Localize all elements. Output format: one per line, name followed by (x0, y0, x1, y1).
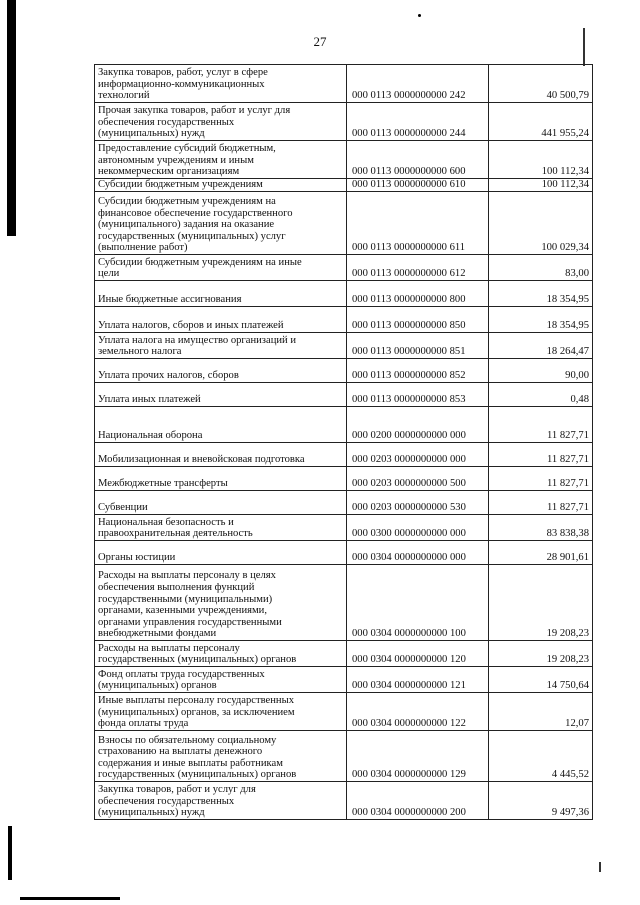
row-name-cell: Закупка товаров, работ и услуг для обеспечения государственных (муниципальных) нужд (95, 782, 347, 820)
row-sum-cell: 83 838,38 (489, 515, 593, 541)
row-name-cell: Уплата иных платежей (95, 383, 347, 407)
row-code-cell: 000 0203 0000000000 530 (347, 491, 489, 515)
row-name-cell: Закупка товаров, работ, услуг в сфере информационно-коммуникационных технологий (95, 65, 347, 103)
budget-table-body (95, 65, 593, 820)
table-row (95, 179, 593, 192)
row-name-cell: Взносы по обязательному социальному страхованию на выплаты денежного содержания и иные выплаты работникам государственных (муниципальных) органов (95, 731, 347, 782)
row-code-cell: 000 0304 0000000000 121 (347, 667, 489, 693)
row-sum-cell: 100 112,34 (489, 141, 593, 179)
row-code-cell: 000 0113 0000000000 242 (347, 65, 489, 103)
table-row (95, 667, 593, 693)
row-sum-cell: 11 827,71 (489, 443, 593, 467)
row-sum-cell: 28 901,61 (489, 541, 593, 565)
row-sum-cell: 100 112,34 (489, 179, 593, 192)
row-name-cell: Субсидии бюджетным учреждениям на иные цели (95, 255, 347, 281)
row-code-cell: 000 0300 0000000000 000 (347, 515, 489, 541)
row-code-cell: 000 0113 0000000000 851 (347, 333, 489, 359)
row-name-cell: Субсидии бюджетным учреждениям на финансовое обеспечение государственного (муниципального) задания на оказание государственных (муниципальных) услуг (выполнение работ) (95, 192, 347, 255)
table-row (95, 693, 593, 731)
table-row (95, 491, 593, 515)
table-row (95, 65, 593, 103)
table-row (95, 359, 593, 383)
row-sum-cell: 19 208,23 (489, 641, 593, 667)
table-row (95, 782, 593, 820)
row-sum-cell: 4 445,52 (489, 731, 593, 782)
row-sum-cell: 9 497,36 (489, 782, 593, 820)
row-name-cell: Мобилизационная и вневойсковая подготовка (95, 443, 347, 467)
row-code-cell: 000 0304 0000000000 129 (347, 731, 489, 782)
row-name-cell: Расходы на выплаты персоналу в целях обеспечения выполнения функций государственными (муниципальными) органами, казенными учреждениями, органами управления государственными внебюджетными фондами (95, 565, 347, 641)
row-sum-cell: 14 750,64 (489, 667, 593, 693)
row-name-cell: Фонд оплаты труда государственных (муниципальных) органов (95, 667, 347, 693)
row-sum-cell: 18 354,95 (489, 307, 593, 333)
row-code-cell: 000 0113 0000000000 853 (347, 383, 489, 407)
row-code-cell: 000 0113 0000000000 600 (347, 141, 489, 179)
row-name-cell: Субсидии бюджетным учреждениям (95, 179, 347, 192)
table-row (95, 731, 593, 782)
row-name-cell: Органы юстиции (95, 541, 347, 565)
row-sum-cell: 11 827,71 (489, 467, 593, 491)
scan-edge-mark (599, 862, 601, 872)
row-code-cell: 000 0113 0000000000 612 (347, 255, 489, 281)
row-sum-cell: 11 827,71 (489, 407, 593, 443)
row-sum-cell: 18 264,47 (489, 333, 593, 359)
table-row (95, 565, 593, 641)
scan-dust-dot (418, 14, 421, 17)
table-row (95, 103, 593, 141)
row-code-cell: 000 0203 0000000000 500 (347, 467, 489, 491)
row-sum-cell: 19 208,23 (489, 565, 593, 641)
row-name-cell: Иные выплаты персоналу государственных (муниципальных) органов, за исключением фонда оплаты труда (95, 693, 347, 731)
row-sum-cell: 90,00 (489, 359, 593, 383)
table-row (95, 281, 593, 307)
budget-table (94, 64, 593, 820)
table-row (95, 641, 593, 667)
row-name-cell: Расходы на выплаты персоналу государственных (муниципальных) органов (95, 641, 347, 667)
row-name-cell: Национальная безопасность и правоохранительная деятельность (95, 515, 347, 541)
row-sum-cell: 0,48 (489, 383, 593, 407)
row-code-cell: 000 0304 0000000000 100 (347, 565, 489, 641)
row-sum-cell: 12,07 (489, 693, 593, 731)
row-name-cell: Предоставление субсидий бюджетным, автономным учреждениям и иным некоммерческим организациям (95, 141, 347, 179)
row-code-cell: 000 0113 0000000000 852 (347, 359, 489, 383)
row-sum-cell: 83,00 (489, 255, 593, 281)
table-row (95, 255, 593, 281)
row-code-cell: 000 0304 0000000000 000 (347, 541, 489, 565)
table-row (95, 333, 593, 359)
table-row (95, 515, 593, 541)
row-name-cell: Уплата налогов, сборов и иных платежей (95, 307, 347, 333)
row-code-cell: 000 0113 0000000000 611 (347, 192, 489, 255)
row-sum-cell: 40 500,79 (489, 65, 593, 103)
row-name-cell: Уплата прочих налогов, сборов (95, 359, 347, 383)
table-row (95, 443, 593, 467)
scan-edge-mark (8, 826, 12, 880)
row-code-cell: 000 0113 0000000000 850 (347, 307, 489, 333)
row-name-cell: Национальная оборона (95, 407, 347, 443)
table-row (95, 307, 593, 333)
page-number: 27 (313, 34, 327, 49)
table-row (95, 541, 593, 565)
row-code-cell: 000 0113 0000000000 800 (347, 281, 489, 307)
row-name-cell: Межбюджетные трансферты (95, 467, 347, 491)
row-sum-cell: 18 354,95 (489, 281, 593, 307)
row-code-cell: 000 0200 0000000000 000 (347, 407, 489, 443)
table-row (95, 467, 593, 491)
row-sum-cell: 441 955,24 (489, 103, 593, 141)
row-code-cell: 000 0113 0000000000 610 (347, 179, 489, 192)
table-row (95, 407, 593, 443)
row-code-cell: 000 0203 0000000000 000 (347, 443, 489, 467)
table-row (95, 383, 593, 407)
table-row (95, 192, 593, 255)
row-code-cell: 000 0304 0000000000 200 (347, 782, 489, 820)
scan-edge-mark (20, 897, 120, 900)
row-name-cell: Субвенции (95, 491, 347, 515)
row-name-cell: Прочая закупка товаров, работ и услуг для обеспечения государственных (муниципальных) нужд (95, 103, 347, 141)
row-code-cell: 000 0304 0000000000 122 (347, 693, 489, 731)
row-code-cell: 000 0304 0000000000 120 (347, 641, 489, 667)
row-name-cell: Иные бюджетные ассигнования (95, 281, 347, 307)
table-row (95, 141, 593, 179)
row-sum-cell: 11 827,71 (489, 491, 593, 515)
row-sum-cell: 100 029,34 (489, 192, 593, 255)
row-code-cell: 000 0113 0000000000 244 (347, 103, 489, 141)
row-name-cell: Уплата налога на имущество организаций и земельного налога (95, 333, 347, 359)
